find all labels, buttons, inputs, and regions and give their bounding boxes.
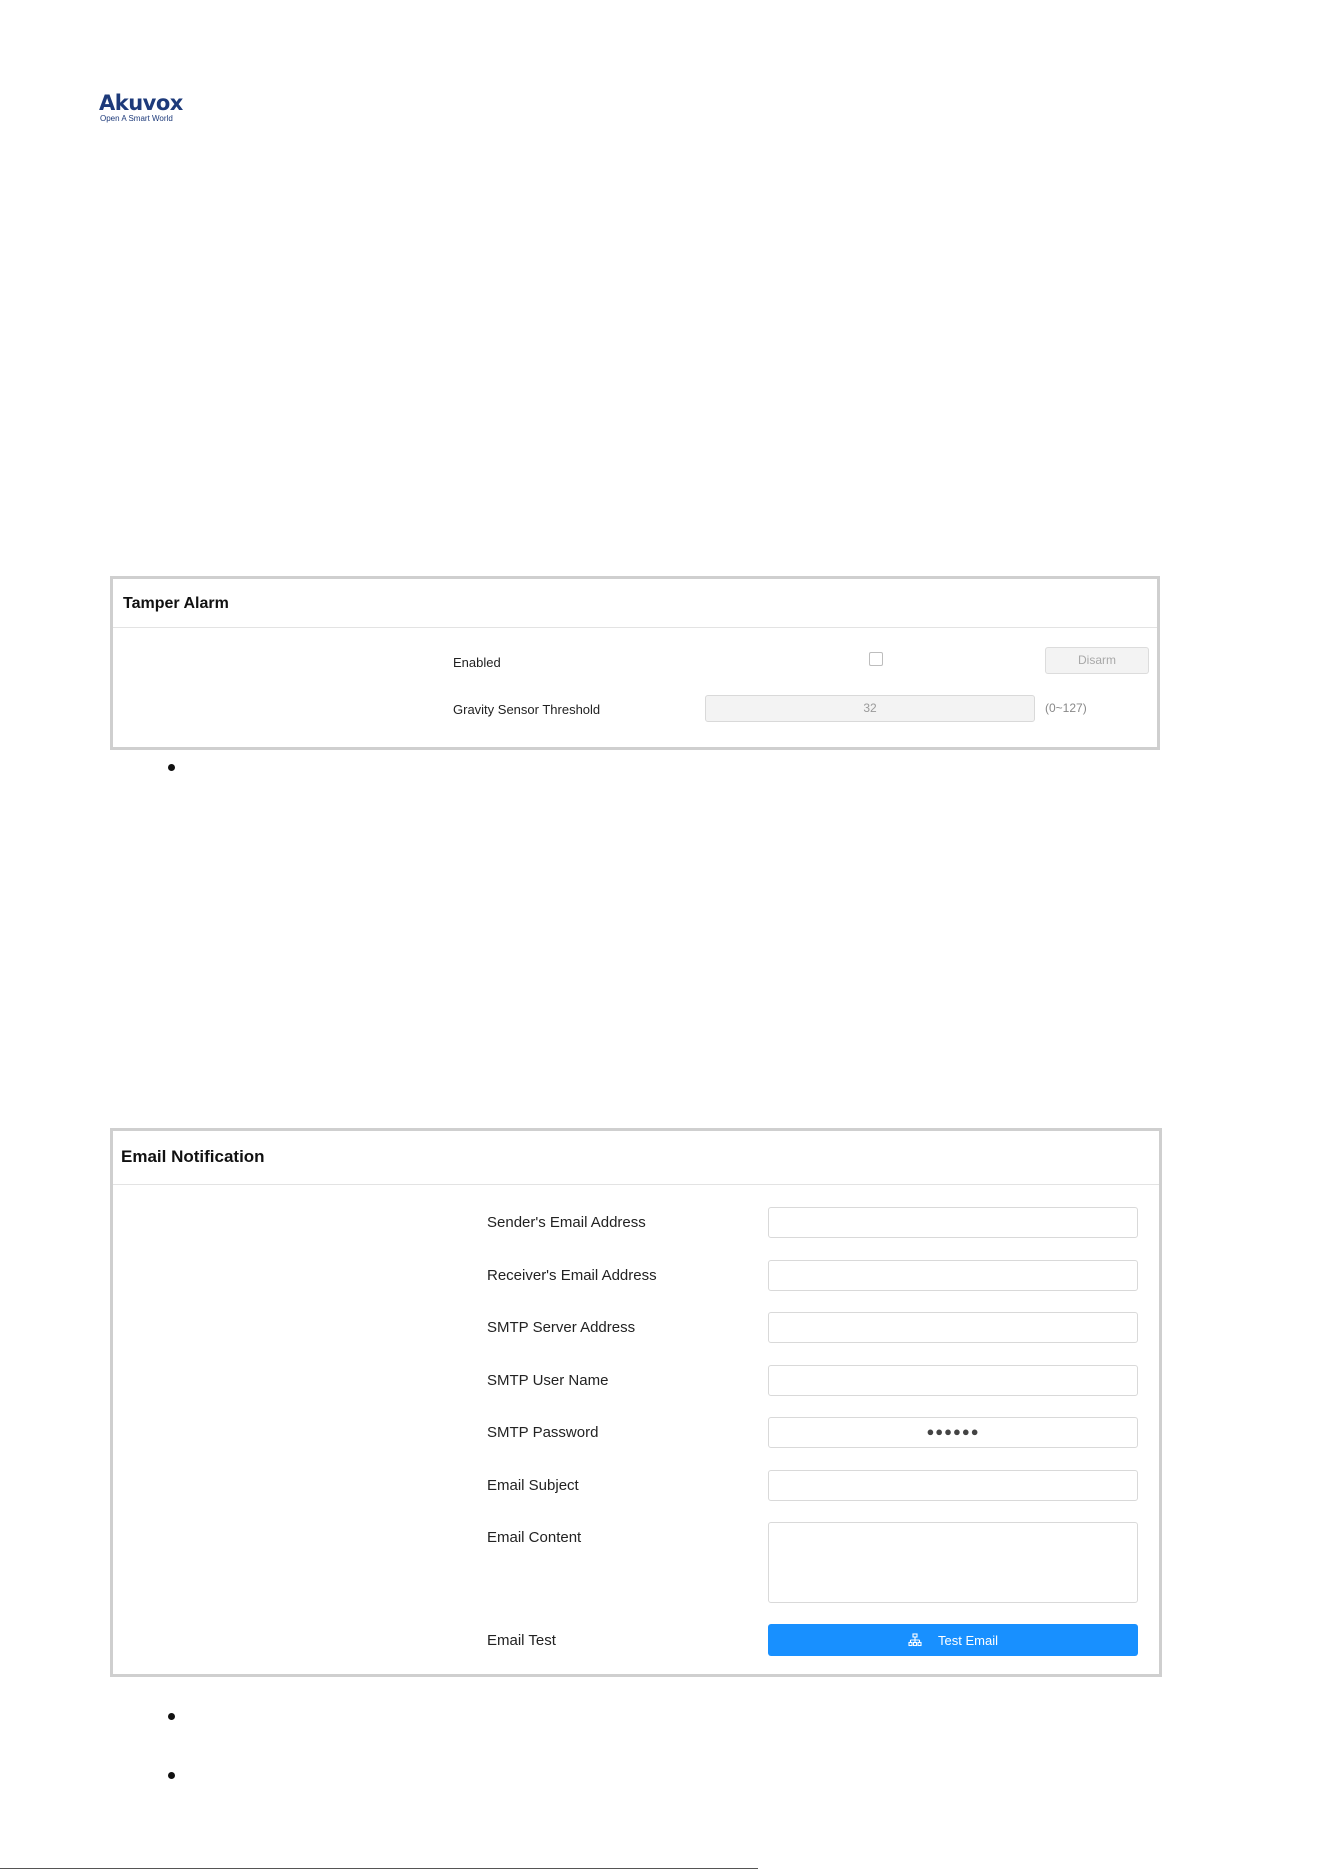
smtp-server-label: SMTP Server Address — [487, 1319, 636, 1336]
email-content-label: Email Content — [487, 1529, 582, 1546]
enabled-checkbox[interactable] — [869, 652, 883, 666]
disarm-button[interactable]: Disarm — [1045, 647, 1149, 674]
receiver-email-label: Receiver's Email Address — [487, 1267, 657, 1284]
smtp-password-input[interactable]: ●●●●●● — [768, 1417, 1138, 1448]
tamper-alarm-panel — [110, 576, 1160, 750]
akuvox-logo — [99, 92, 183, 123]
bullet-point — [168, 1772, 175, 1779]
test-email-button[interactable] — [768, 1624, 1138, 1656]
smtp-user-input[interactable] — [768, 1365, 1138, 1396]
gravity-threshold-input[interactable]: 32 — [705, 695, 1035, 722]
sender-email-input[interactable] — [768, 1207, 1138, 1238]
email-subject-label: Email Subject — [487, 1477, 579, 1494]
email-test-label: Email Test — [487, 1632, 556, 1649]
smtp-password-label: SMTP Password — [487, 1424, 599, 1441]
smtp-server-input[interactable] — [768, 1312, 1138, 1343]
footer-rule — [0, 1868, 758, 1869]
email-subject-input[interactable] — [768, 1470, 1138, 1501]
tamper-alarm-title: Tamper Alarm — [123, 595, 229, 612]
sender-email-label: Sender's Email Address — [487, 1214, 646, 1231]
email-content-textarea[interactable] — [768, 1522, 1138, 1603]
gravity-threshold-label: Gravity Sensor Threshold — [453, 702, 601, 717]
receiver-email-input[interactable] — [768, 1260, 1138, 1291]
logo-tagline: Open A Smart World — [100, 114, 173, 123]
bullet-point — [168, 1713, 175, 1720]
test-email-button-label: Test Email — [938, 1632, 998, 1648]
panel-divider — [113, 627, 1157, 628]
email-notification-title: Email Notification — [121, 1147, 265, 1166]
email-notification-panel — [110, 1128, 1162, 1677]
network-icon — [908, 1633, 922, 1647]
threshold-range-hint: (0~127) — [1045, 701, 1087, 715]
enabled-label: Enabled — [453, 655, 501, 670]
panel-divider — [113, 1184, 1159, 1185]
logo-wordmark: Akuvox — [99, 91, 183, 115]
bullet-point — [168, 764, 175, 771]
smtp-user-label: SMTP User Name — [487, 1372, 609, 1389]
